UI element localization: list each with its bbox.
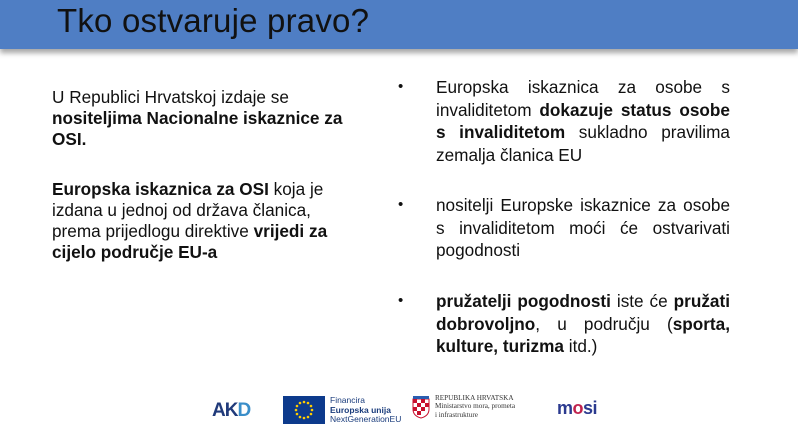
left-paragraph-1: U Republici Hrvatskoj izdaje se nositeljima Nacionalne iskaznice za OSI. — [52, 87, 343, 149]
croatian-coat-of-arms-icon — [412, 395, 430, 419]
mosi-logo: mosi — [557, 398, 598, 418]
bullet-text: pružatelji pogodnosti iste će pružati dobrovoljno, u području (sporta, kulture, turizma itd.) — [436, 291, 730, 356]
eu-flag-icon — [283, 396, 325, 424]
akd-logo: AKD — [212, 400, 251, 421]
bullet-text: Europska iskaznica za osobe s invaliditetom dokazuje status osobe s invaliditetom sukladno pravilima zemalja članica EU — [436, 77, 730, 165]
bullet-marker: • — [398, 78, 404, 95]
slide-title: Tko ostvaruje pravo? — [57, 2, 370, 39]
footer-logos — [0, 392, 798, 432]
eu-caption: Financira Europska unija NextGenerationEU — [330, 395, 402, 424]
bullet-marker: • — [398, 196, 404, 213]
bullet-item — [398, 290, 730, 358]
bullet-item — [398, 76, 730, 166]
bullet-text: nositelji Europske iskaznice za osobe s invaliditetom moći će ostvarivati pogodnosti — [436, 195, 730, 260]
ministry-logo — [412, 394, 515, 419]
eu-nextgeneration-logo — [283, 396, 401, 425]
title-bar — [0, 0, 798, 49]
ministry-caption: REPUBLIKA HRVATSKA Ministarstvo mora, prometa i infrastrukture — [435, 394, 516, 419]
bullet-marker: • — [398, 292, 404, 309]
bullet-item — [398, 194, 730, 262]
left-paragraph-2: Europska iskaznica za OSI koja je izdana u jednoj od država članica, prema prijedlogu direktive vrijedi za cijelo područje EU-a — [52, 179, 328, 262]
